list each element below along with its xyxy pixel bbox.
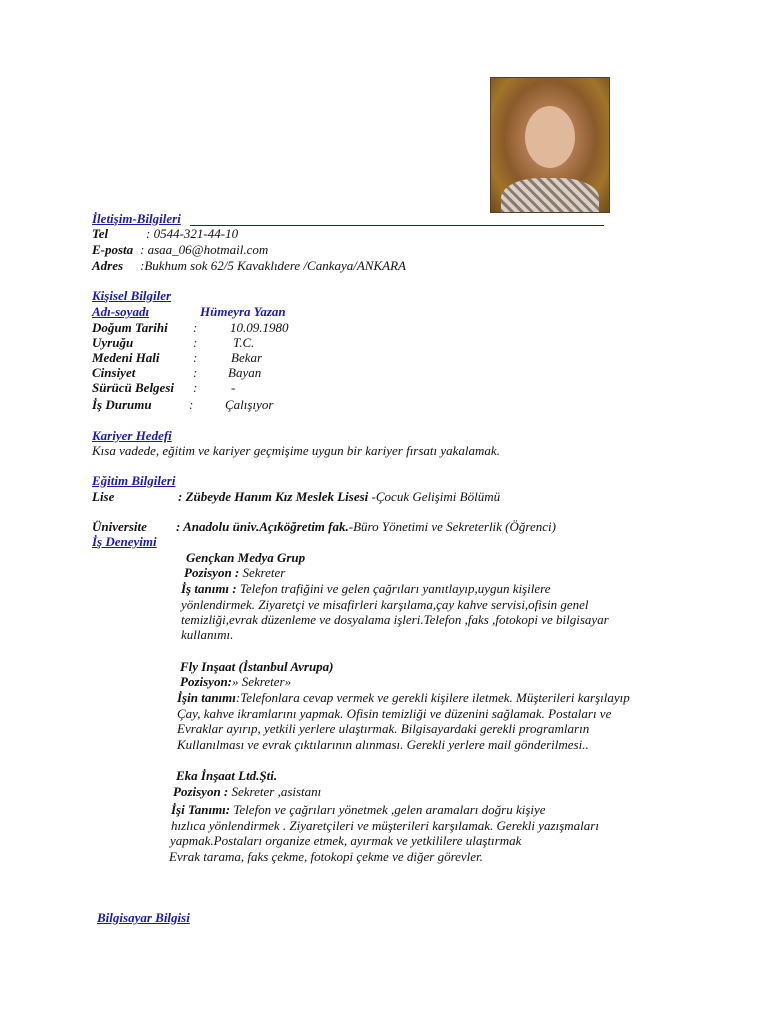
nationality-colon: : (193, 335, 198, 350)
education-heading: Eğitim Bilgileri (92, 473, 176, 488)
job-2-task-label: İşin tanımı (177, 690, 236, 705)
marital-label: Medeni Hali (92, 350, 160, 365)
job-1-pos-value: Sekreter (239, 565, 286, 580)
job-3-task-line-2: hızlıca yönlendirmek . Ziyaretçileri ve müşterileri karşılamak. Gerekli yazışmaları (171, 818, 599, 833)
work-status-colon: : (189, 397, 194, 412)
job-2-task-line-3: Evraklar ayırıp, yetkili yerlere ulaştırmak. Bilgisayardaki gerekli programların (177, 721, 590, 736)
job-3-task-line-4: Evrak tarama, faks çekme, fotokopi çekme ve diğer görevler. (169, 849, 483, 864)
birth-value: 10.09.1980 (230, 320, 289, 335)
gender-value: Bayan (228, 365, 262, 380)
job-1-pos-label: Pozisyon : (184, 565, 240, 580)
job-1-task-line-3: temizliği,evrak düzenleme ve dosyalama işleri.Telefon ,faks ,fotokopi ve bilgisayar (181, 612, 609, 627)
job-2-position (180, 674, 291, 689)
nationality-label: Uyruğu (92, 335, 134, 350)
uni-dept: -Büro Yönetimi ve Sekreterlik (Öğrenci) (348, 519, 556, 534)
nationality-value: T.C. (233, 335, 255, 350)
profile-photo (490, 77, 610, 213)
license-value: - (231, 380, 236, 395)
job-3-task-line-1 (171, 802, 546, 817)
license-label: Sürücü Belgesi (92, 380, 174, 395)
uni-label: Üniversite (92, 519, 147, 534)
email-label: E-posta (92, 242, 134, 257)
job-1-task-text-1: Telefon trafiğini ve gelen çağrıları yanıtlayıp,uygun kişilere (236, 581, 551, 596)
job-1-task-line-1 (181, 581, 551, 596)
job-2-task-line-4: Kullanılması ve evrak çıktılarının alınması. Gerekli yerlere mail gönderilmesi.. (177, 737, 589, 752)
contact-heading-rule (190, 225, 604, 226)
job-3-task-label: İşi Tanımı: (171, 802, 231, 817)
lise-dept: -Çocuk Gelişimi Bölümü (368, 489, 501, 504)
lise-label: Lise (92, 489, 115, 504)
marital-value: Bekar (231, 350, 263, 365)
job-3-position (173, 784, 321, 799)
name-value: Hümeyra Yazan (200, 304, 286, 319)
job-3-task-line-3: yapmak.Postaları organize etmek, ayırmak ve yetkililere ulaştırmak (170, 833, 522, 848)
computer-heading: Bilgisayar Bilgisi (97, 910, 190, 925)
experience-heading: İş Deneyimi (92, 534, 157, 549)
lise-school: : Zübeyde Hanım Kız Meslek Lisesi (178, 489, 369, 504)
career-text: Kısa vadede, eğitim ve kariyer geçmişime uygun bir kariyer fırsatı yakalamak. (92, 443, 500, 458)
contact-heading: İletişim-Bilgileri (92, 211, 181, 226)
lise-line (178, 489, 500, 504)
job-1-task-line-4: kullanımı. (181, 627, 234, 642)
address-value: :Bukhum sok 62/5 Kavaklıdere /Cankaya/ANKARA (140, 258, 406, 273)
email-value: : asaa_06@hotmail.com (140, 242, 269, 257)
job-1-task-line-2: yönlendirmek. Ziyaretçi ve misafirleri karşılama,çay kahve servisi,ofisin genel (181, 597, 589, 612)
job-2-task-line-1 (177, 690, 630, 705)
name-label: Adı-soyadı (92, 304, 150, 319)
job-3-pos-value: Sekreter ,asistanı (228, 784, 322, 799)
career-heading: Kariyer Hedefi (92, 428, 172, 443)
gender-colon: : (193, 365, 198, 380)
work-status-label: İş Durumu (92, 397, 152, 412)
birth-colon: : (193, 320, 198, 335)
job-3-task-text-1: Telefon ve çağrıları yönetmek ,gelen aramaları doğru kişiye (230, 802, 546, 817)
job-2-company: Fly Inşaat (İstanbul Avrupa) (180, 659, 334, 674)
marital-colon: : (193, 350, 198, 365)
license-colon: : (193, 380, 198, 395)
job-3-company: Eka İnşaat Ltd.Şti. (176, 768, 278, 783)
job-2-pos-label: Pozisyon: (180, 674, 232, 689)
photo-shirt (501, 178, 599, 213)
job-2-task-line-2: Çay, kahve ikramlarını yapmak. Ofisin temizliği ve düzenini sağlamak. Postaları ve (177, 706, 612, 721)
tel-label: Tel (92, 226, 109, 241)
photo-face (525, 106, 575, 168)
address-label: Adres (92, 258, 124, 273)
job-2-task-text-1: :Telefonlara cevap vermek ve gerekli kişilere iletmek. Müşterileri karşılayıp (235, 690, 630, 705)
personal-heading: Kişisel Bilgiler (92, 288, 172, 303)
work-status-value: Çalışıyor (225, 397, 274, 412)
job-3-pos-label: Pozisyon : (173, 784, 229, 799)
job-2-pos-value: » Sekreter» (232, 674, 292, 689)
uni-line (176, 519, 556, 534)
gender-label: Cinsiyet (92, 365, 136, 380)
job-1-position (184, 565, 285, 580)
tel-value: : 0544-321-44-10 (146, 226, 239, 241)
uni-school: : Anadolu üniv.Açıköğretim fak. (176, 519, 349, 534)
job-1-company: Gençkan Medya Grup (186, 550, 306, 565)
job-1-task-label: İş tanımı : (181, 581, 237, 596)
birth-label: Doğum Tarihi (92, 320, 168, 335)
